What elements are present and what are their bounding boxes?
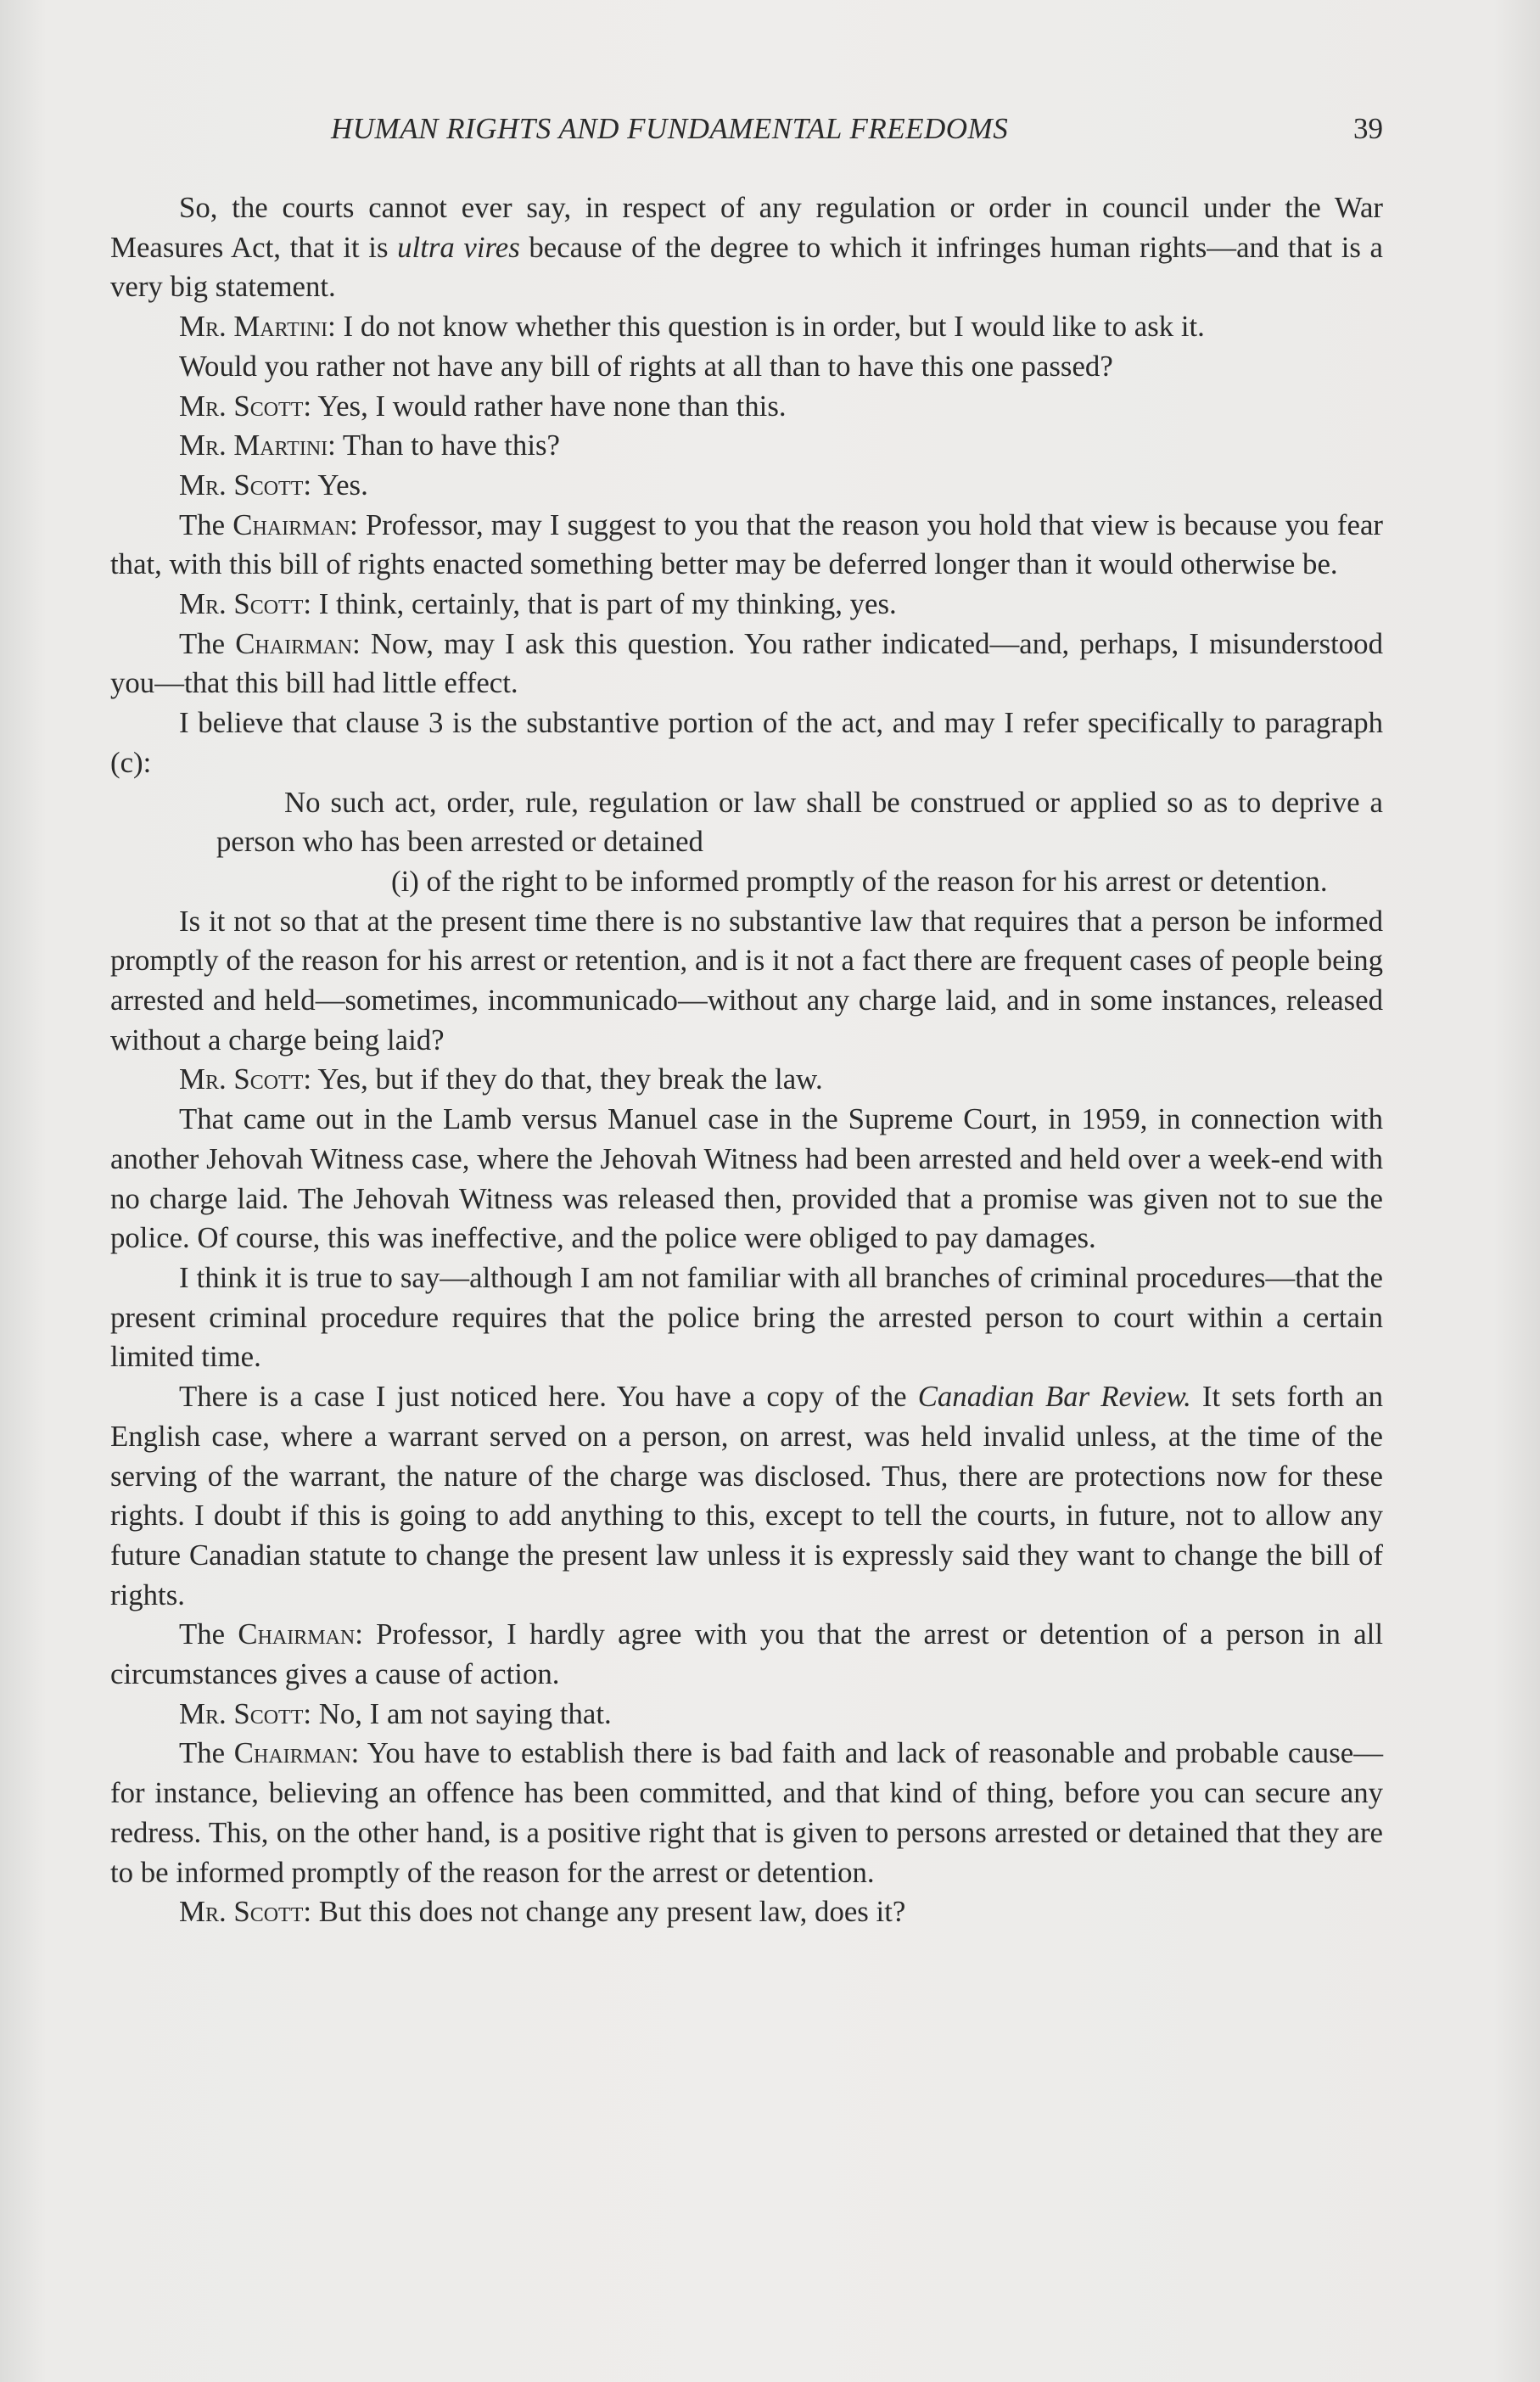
paragraph: Mr. Martini: I do not know whether this question is in order, but I would like to ask it.	[179, 310, 1205, 344]
paragraph: The Chairman: Professor, may I suggest to you that the reason you hold that view is because you fear that, with this bill of rights enacted something better may be deferred longer than it would otherwise be.	[110, 507, 1383, 581]
body-text	[110, 188, 1383, 1932]
speaker: Chairman	[235, 626, 353, 660]
speaker: Mr. Martini	[179, 310, 328, 344]
paragraph: The Chairman: Now, may I ask this question. You rather indicated—and, perhaps, I misunderstood you—that this bill had little effect.	[110, 626, 1383, 700]
speaker: Mr. Scott	[179, 468, 304, 502]
paragraph: So, the courts cannot ever say, in respect of any regulation or order in council under the War Measures Act, that it is ultra vires because of the degree to which it infringes human rights—and that is a very big statement.	[110, 191, 1383, 304]
speaker: Mr. Scott	[179, 1696, 304, 1730]
paragraph: Mr. Scott: Yes.	[179, 468, 368, 502]
paragraph: I believe that clause 3 is the substantive portion of the act, and may I refer specifically to paragraph (c):	[110, 706, 1383, 779]
paragraph: I think it is true to say—although I am not familiar with all branches of criminal procedures—that the present criminal procedure requires that the police bring the arrested person to court within a certain limited time.	[110, 1260, 1383, 1374]
paragraph: Mr. Scott: Yes, I would rather have none than this.	[179, 389, 787, 423]
page-header	[331, 112, 1383, 154]
speaker: Mr. Scott	[179, 1895, 304, 1929]
speaker: Mr. Scott	[179, 587, 304, 621]
speaker: Chairman	[238, 1617, 356, 1651]
speaker: Chairman	[233, 1736, 351, 1770]
speaker: Mr. Scott	[179, 389, 304, 423]
paragraph: Mr. Scott: Yes, but if they do that, they break the law.	[179, 1062, 823, 1096]
quoted-clause: No such act, order, rule, regulation or law shall be construed or applied so as to deprive a person who has been arrested or detained	[216, 785, 1383, 859]
speaker: Mr. Martini	[179, 429, 328, 462]
paragraph: Mr. Scott: But this does not change any present law, does it?	[179, 1895, 906, 1929]
paragraph: Would you rather not have any bill of rights at all than to have this one passed?	[179, 349, 1113, 383]
paragraph: Mr. Scott: I think, certainly, that is part of my thinking, yes.	[179, 587, 897, 621]
page-number: 39	[1353, 112, 1383, 145]
paragraph: Is it not so that at the present time there is no substantive law that requires that a person be informed promptly of the reason for his arrest or retention, and is it not a fact there are frequent cases of people being arrested and held—sometimes, incommunicado—without any charge laid, and in some instances, released without a charge being laid?	[110, 904, 1383, 1056]
paragraph: Mr. Scott: No, I am not saying that.	[179, 1696, 612, 1730]
paragraph: The Chairman: Professor, I hardly agree with you that the arrest or detention of a person in all circumstances gives a cause of action.	[110, 1617, 1383, 1691]
speaker: Mr. Scott	[179, 1062, 304, 1096]
paragraph: The Chairman: You have to establish there is bad faith and lack of reasonable and probable cause—for instance, believing an offence has been committed, and that kind of thing, before you can secure any redress. This, on the other hand, is a positive right that is given to persons arrested or detained that they are to be informed promptly of the reason for the arrest or detention.	[110, 1736, 1383, 1889]
speaker: Chairman	[232, 507, 350, 541]
paragraph: Mr. Martini: Than to have this?	[179, 429, 560, 462]
paragraph: That came out in the Lamb versus Manuel case in the Supreme Court, in 1959, in connection with another Jehovah Witness case, where the Jehovah Witness had been arrested and held over a week-end with no charge laid. The Jehovah Witness was released then, provided that a promise was given not to sue the police. Of course, this was ineffective, and the police were obliged to pay damages.	[110, 1102, 1383, 1255]
quoted-clause: (i) of the right to be informed promptly of the reason for his arrest or detention.	[391, 864, 1328, 898]
paragraph: There is a case I just noticed here. You have a copy of the Canadian Bar Review. It sets forth an English case, where a warrant served on a person, on arrest, was held invalid unless, at the time of the serving of the warrant, the nature of the charge was disclosed. Thus, there are protections now for these rights. I doubt if this is going to add anything to this, except to tell the courts, in future, not to allow any future Canadian statute to change the present law unless it is expressly said they want to change the bill of rights.	[110, 1380, 1383, 1611]
running-title: HUMAN RIGHTS AND FUNDAMENTAL FREEDOMS	[331, 112, 1009, 145]
